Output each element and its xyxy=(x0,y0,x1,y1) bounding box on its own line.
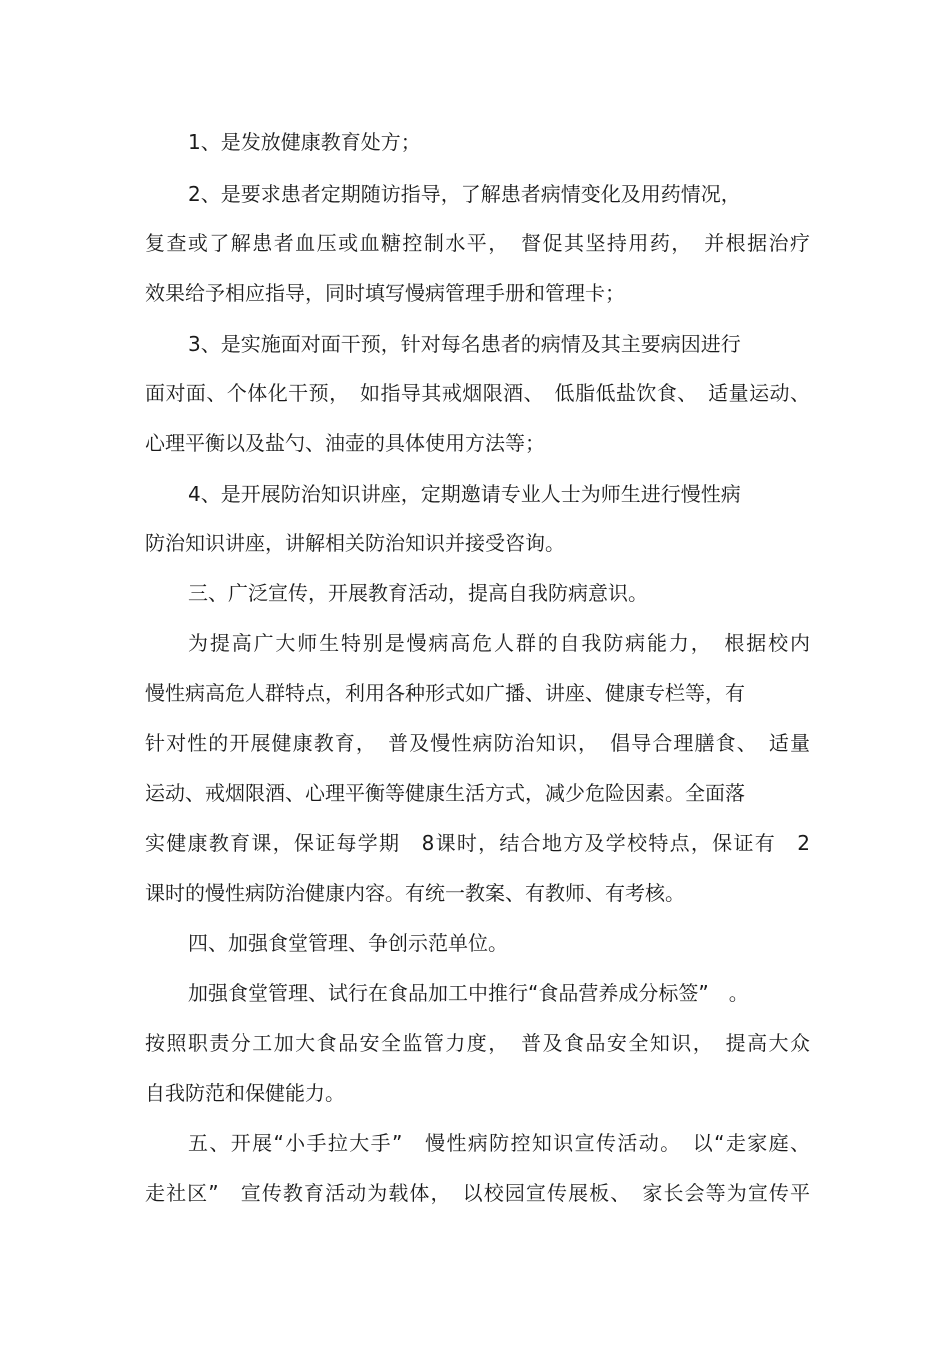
text-line: 为提高广大师生特别是慢病高危人群的自我防病能力， 根据校内 xyxy=(188,631,810,655)
text-line: 走社区” 宣传教育活动为载体， 以校园宣传展板、 家长会等为宣传平 xyxy=(145,1181,810,1205)
text-line: 防治知识讲座，讲解相关防治知识并接受咨询。 xyxy=(145,531,565,555)
text-line: 1、是发放健康教育处方； xyxy=(188,130,421,154)
text-line: 3、是实施面对面干预，针对每名患者的病情及其主要病因进行 xyxy=(188,332,741,356)
text-line: 实健康教育课，保证每学期 8课时，结合地方及学校特点，保证有 2 xyxy=(145,831,810,855)
section-heading: 四、加强食堂管理、争创示范单位。 xyxy=(188,931,508,955)
text-line: 效果给予相应指导，同时填写慢病管理手册和管理卡； xyxy=(145,281,625,305)
text-line: 4、是开展防治知识讲座，定期邀请专业人士为师生进行慢性病 xyxy=(188,482,741,506)
text-line: 复查或了解患者血压或血糖控制水平， 督促其坚持用药， 并根据治疗 xyxy=(145,231,810,255)
text-line: 运动、戒烟限酒、心理平衡等健康生活方式，减少危险因素。全面落 xyxy=(145,781,745,805)
text-line: 慢性病高危人群特点，利用各种形式如广播、讲座、健康专栏等，有 xyxy=(145,681,745,705)
section-heading: 五、开展“小手拉大手” 慢性病防控知识宣传活动。 以“走家庭、 xyxy=(188,1131,810,1155)
text-line: 按照职责分工加大食品安全监管力度， 普及食品安全知识， 提高大众 xyxy=(145,1031,810,1055)
text-line: 自我防范和保健能力。 xyxy=(145,1081,345,1105)
text-line: 课时的慢性病防治健康内容。有统一教案、有教师、有考核。 xyxy=(145,881,685,905)
section-heading: 三、广泛宣传，开展教育活动，提高自我防病意识。 xyxy=(188,581,648,605)
text-line: 2、是要求患者定期随访指导，了解患者病情变化及用药情况， xyxy=(188,182,741,206)
text-line: 面对面、个体化干预， 如指导其戒烟限酒、 低脂低盐饮食、 适量运动、 xyxy=(145,381,810,405)
text-line: 心理平衡以及盐勺、油壶的具体使用方法等； xyxy=(145,431,545,455)
text-line: 加强食堂管理、试行在食品加工中推行“食品营养成分标签” 。 xyxy=(188,981,749,1005)
text-line: 针对性的开展健康教育， 普及慢性病防治知识， 倡导合理膳食、 适量 xyxy=(145,731,810,755)
